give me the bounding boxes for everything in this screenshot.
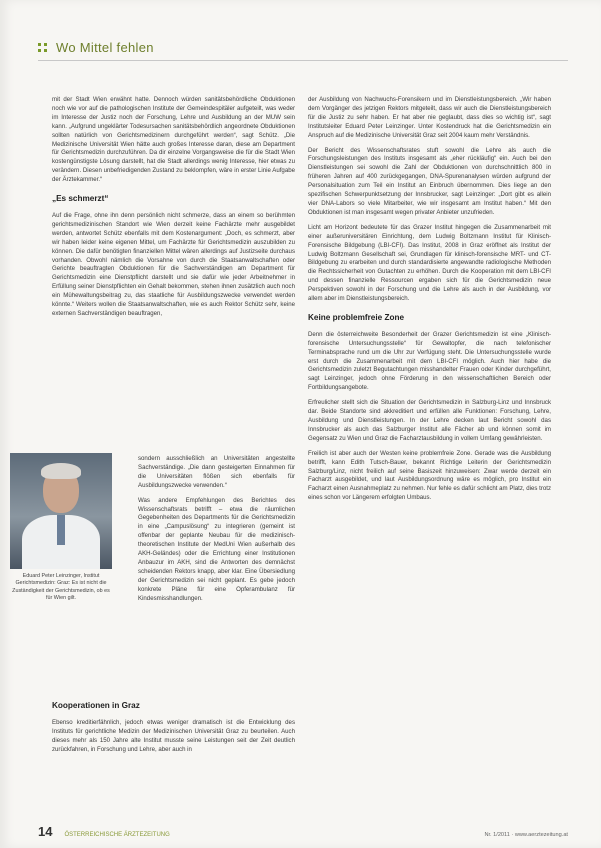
right-paragraph-4: Denn die österreichweite Besonderheit der Grazer Gerichtsmedizin ist eine „Klinisch-forensische Untersuchungsstelle“ für Gewaltopfer, die nach telefonischer Terminabsprache rund um die Uhr zur Verfügung steht. Die Untersuchungsstelle wurde erst durch die Zusammenarbeit mit dem LBI-CFI möglich. Auch hier habe die Gerichtsmedizin zuletzt Begutachtungen misshandelter Frauen oder Kinder durchgeführt, sagt Leinzinger, jedoch ohne Förderung in den wissenschaftlichen Bereich oder Fortbildungsangebote. (308, 330, 551, 392)
left-paragraph-2: Auf die Frage, ohne ihn denn persönlich nicht schmerze, dass an einem so berühmten gerichtsmedizinischen Standort wie Wien derzeit keine Fachärzte mehr ausgebildet werden, antwortet Schütz ebenfalls mit dem Kostenargument: „Doch, es schmerzt, aber wir haben leider keine eigenen Mittel, um Fachärzte für Gerichtsmedizin auszubilden zu können. Die dafür benötigten finanziellen Mittel wären allerdings auf Justizseite durchaus vorhanden. Obwohl nämlich die Vorsahne von durch die Staatsanwaltschaften oder Gerichte beauftragten Obduktionen für die Sachverständigen am Department für Gerichtsmedizin eine Dienstpflicht darstellt und sie dafür wie jeder Arbeitnehmer in Erfüllung seiner Dienstpflichten ein Gehalt bekommen, stehen ihnen zusätzlich auch noch ein Mühewaltungsbeitrag zu, das staatliche für Ausbildungszwecke verwendet werden könnte.“ Weiters wollen die Staatsanwaltschaften, wie es auch Rektor Schütz sehr, keine externen Sachverständigen beauftragen, (52, 211, 295, 317)
section-header (38, 40, 154, 55)
left-column-bottom (52, 692, 295, 761)
right-paragraph-6: Freilich ist aber auch der Westen keine problemfreie Zone. Gerade was die Ausbildung betrifft, kann Edith Tutsch-Bauer, bekannt Richtige Leiterin der Gerichtsmedizin Salzburg/Linz, nicht freilich auf seine Basiszeit hinzuweisen: Zwar werde derzeit ein Facharzt ausgebildet, und laut Ausbildungsordnung wäre es möglich, pro Institut ein Facharzt einen Ausnahmeplatz zu nehmen. Nur fehle es dafür schlicht am Platz, dies trotz eines schon vor Längerem erfolgten Umbaus. (308, 449, 551, 502)
footer-issue: Nr. 1/2011 · www.aerztezeitung.at (484, 832, 568, 838)
portrait-photo (10, 453, 112, 569)
right-column (308, 96, 551, 509)
left-paragraph-1: mit der Stadt Wien erwähnt hatte. Dennoch würden sanitätsbehördliche Obduktionen noch wie vor auf die pathologischen Institute der Gemeindespitäler aufgeteilt, was weder im Interesse der Justiz noch der Forschung, Lehre und Ausbildung an der MUW sein kann. „Aufgrund ungeklärter Todesursachen sanitätsbehördlich angeordnete Obduktionen sollten natürlich von Gerichtsmedizinern durchgeführt werden“, sagt Schütz. „Die Medizinische Universität Wien hätte auch großes Interesse daran, diese am Department für Gerichtsmedizin durchzuführen. Da dir einzelne Vorgangsweise die für die Stadt Wien kostengünstigste Lösung darstellt, hat die Stadt allerdings wenig Interesse, hier etwas zu verändern. Diesen unbefriedigenden Zustand zu beklompfen, wäre in erster Linie Aufgabe der Ärztekammer.“ (52, 96, 295, 184)
publication-line: ÖSTERREICHISCHE ÄRZTEZEITUNG (64, 832, 170, 838)
page-number: 14 (38, 824, 53, 839)
header-divider (38, 60, 568, 61)
subheading-keine-problemfreie-zone: Keine problemfreie Zone (308, 312, 404, 322)
section-bullet-icon (38, 43, 48, 53)
left-column (52, 96, 295, 325)
right-paragraph-1: der Ausbildung von Nachwuchs-Forensikern und im Dienstleistungsbereich. „Wir haben dem Vorgänger des jetzigen Rektors mitgeteilt, dass wir auch die Dienstleistungsbereich für die Justiz zu sehr haben. Er hat aber nie geglaubt, dass dies so wichtig ist“, sagt Institutsleiter Eduard Peter Leinzinger. Unter Kostendruck hat die Gerichtsmedizin ein Anspruch auf die Medizinische Universität Graz seit 2004 kaum mehr Verständnis. (308, 96, 551, 139)
photo-caption: Eduard Peter Leinzinger, Institut Gerichtsmedizin: Graz: Es ist nicht die Zuständigkeit der Gerichtsmedizin, ob es für Wien gilt. (12, 573, 110, 602)
section-title: Wo Mittel fehlen (56, 40, 154, 55)
subheading-es-schmerzt: „Es schmerzt“ (52, 194, 109, 204)
page-footer (38, 824, 568, 839)
wrap-paragraph-2: Was andere Empfehlungen des Berichtes des Wissenschaftsrats betrifft – etwa die räumlichen Gegebenheiten des Departments für die Gerichtsmedizin in eine „Campuslösung“ zu integrieren (gemeint ist offenbar der geplante Neubau für die medizinisch-theoretischen Institute der MedUni Wien außerhalb des AKH-Geländes) oder die Errichtung einer Institutionen Anbauzur im AKH, sind die Antworten des demnächst scheidenden Rektors knapp, aber klar. Eine Übersiedlung der Gerichtsmedizin sei nicht geplant. Es gebe jedoch konkrete Pläne für eine Opferambulanz für Kindesmisshandlungen. (138, 496, 295, 602)
left-wrap-text (138, 455, 295, 610)
wrap-paragraph-1: sondern ausschließlich an Universitäten angestellte Sachverständige. „Die dann gesteigerten Einnahmen für die Universitäten flößen sich ebenfalls für Ausbildungszwecke verwenden.“ (138, 455, 295, 489)
right-paragraph-2: Der Bericht des Wissenschaftsrates stuft sowohl die Lehre als auch die Forschungsleistungen des Instituts insgesamt als „eher rückläufig“ ein. Auch bei den Dienstleistungen sei sowohl die Zahl der Obduktionen von durchschnittlich 800 in früheren Jahren auf 400 zurückgegangen, DNA-Spurenanalysen würden aufgrund der Personalsituation zum Teil ein Institut an Einbruch übernommen. Dies liege an den spezifischen Schwerpunktsetzung der Innsbrucker, sagt Leinzinger: „Dort gibt es allein vier DNA-Labors so viele Mitarbeiter, wie wir insgesamt am Institut haben.“ Mit den Obduktionen ist man insgesamt wegen privater Anbieter unzufrieden. (308, 146, 551, 216)
left-paragraph-3: Ebenso kreditierfähnlich, jedoch etwas weniger dramatisch ist die Entwicklung des Instituts für gerichtliche Medizin der Medizinischen Universität Graz zu beurteilen. Auch dieses mehr als 150 Jahre alte Institut musste seine Leistungen seit der Zeit deutlich zurückfahren, in Forschung und Lehre, aber auch in (52, 718, 295, 753)
right-paragraph-5: Erfreulicher stellt sich die Situation der Gerichtsmedizin in Salzburg-Linz und Innsbruck dar. Beide Standorte sind akkreditiert und erfüllen alle Funktionen: Forschung, Lehre, Ausbildung und Dienstleistungen. In der Lehre decken laut Bericht sowohl das Innsbrucker als auch das Salzburger Institut alle Fächer ab und können somit im Gegensatz zu Wien und Graz die Facharztausbildung in vollem Umfang gewährleisten. (308, 399, 551, 442)
portrait-figure (10, 453, 112, 603)
right-paragraph-3: Licht am Horizont bedeutete für das Grazer Institut hingegen die Zusammenarbeit mit einer außeruniversitären Einrichtung, dem Ludwig Boltzmann Institut für Klinisch-Forensische Bildgebung (LBI-CFI). Das Institut, 2008 in Graz eröffnet als Institut der Ludwig Boltzmann Gesellschaft sei, Grundlagen für klinisch-forensische MRT- und CT-Bildgebung zu erarbeiten und durch standardisierte angewandte radiologische Methoden die Rechtssicherheit von Gutachten zu erhöhen. Durch die Kooperation mit dem LBI-CFI und dessen finanzielle Ressourcen ergaben sich für die Gerichtsmedizin neue Perspektiven sowohl in der Forschung und die Lehre als auch in der Ausbildung, vor allem aber im Dienstleistungsbereich. (308, 223, 551, 303)
subheading-kooperationen: Kooperationen in Graz (52, 701, 140, 710)
